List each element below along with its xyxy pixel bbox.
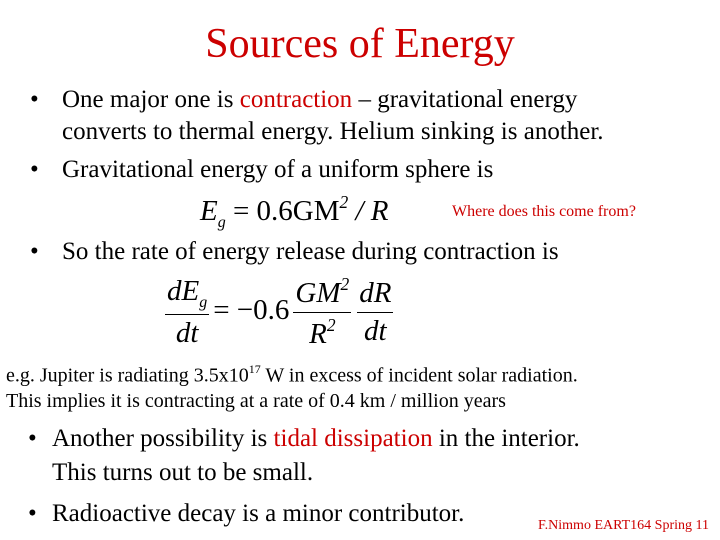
bullet-text-post: in the interior. bbox=[432, 425, 580, 452]
bullet-contraction-line2: converts to thermal energy. Helium sinking is another. bbox=[62, 118, 604, 145]
equation-energy-rate bbox=[165, 274, 393, 351]
eq2-den1: dt bbox=[175, 317, 199, 350]
eq1-exp: 2 bbox=[339, 192, 349, 212]
bullet-text-post: – gravitational energy bbox=[352, 86, 578, 113]
bullet-text: So the rate of energy release during contraction is bbox=[62, 238, 559, 265]
eq1-tail: / R bbox=[348, 195, 389, 228]
slide-title: Sources of Energy bbox=[205, 21, 515, 67]
eq1-lhs: E bbox=[200, 195, 218, 228]
fraction-bar bbox=[165, 314, 209, 315]
jupiter-example-line2: This implies it is contracting at a rate of 0.4 km / million years bbox=[6, 390, 506, 412]
eq2-num3: dR bbox=[359, 277, 392, 310]
tidal-dissipation-highlight: tidal dissipation bbox=[273, 425, 433, 452]
bullet-marker: • bbox=[30, 86, 39, 113]
eq2-den3: dt bbox=[364, 315, 387, 348]
eq2-num1: dE bbox=[167, 275, 200, 308]
eq2-frac-dR-dt bbox=[357, 277, 393, 348]
bullet-marker: • bbox=[30, 238, 39, 265]
bullet-text: Radioactive decay is a minor contributor. bbox=[52, 500, 465, 527]
eq2-den2: R bbox=[309, 318, 327, 351]
equation-note: Where does this come from? bbox=[452, 203, 636, 220]
bullet-radioactive-decay bbox=[28, 500, 464, 528]
bullet-text: Gravitational energy of a uniform sphere is bbox=[62, 156, 494, 183]
eq2-num1-sub: g bbox=[199, 294, 208, 312]
example-post: W in excess of incident solar radiation. bbox=[260, 364, 578, 387]
fraction-bar bbox=[357, 312, 393, 313]
bullet-tidal-dissipation bbox=[28, 425, 580, 453]
eq2-mid: = −0.6 bbox=[213, 294, 290, 327]
example-exp: 17 bbox=[248, 362, 261, 376]
eq2-num2: GM bbox=[295, 277, 341, 310]
eq2-frac-dEg-dt bbox=[165, 275, 209, 350]
bullet-text-pre: One major one is bbox=[62, 86, 240, 113]
slide-footer: F.Nimmo EART164 Spring 11 bbox=[538, 518, 709, 533]
bullet-gravitational-energy bbox=[30, 156, 493, 184]
bullet-marker: • bbox=[30, 156, 39, 183]
eq1-rhs: = 0.6GM bbox=[232, 195, 340, 228]
example-pre: e.g. Jupiter is radiating 3.5x10 bbox=[6, 364, 249, 387]
bullet-marker: • bbox=[28, 425, 37, 452]
eq1-sub: g bbox=[217, 213, 226, 231]
bullet-rate-energy-release bbox=[30, 238, 559, 266]
bullet-text-pre: Another possibility is bbox=[52, 425, 274, 452]
eq2-den2-exp: 2 bbox=[326, 315, 336, 336]
jupiter-example-line1 bbox=[6, 362, 578, 387]
fraction-bar bbox=[293, 312, 351, 313]
bullet-tidal-line2: This turns out to be small. bbox=[52, 459, 314, 486]
bullet-contraction bbox=[30, 86, 577, 114]
contraction-highlight: contraction bbox=[239, 86, 353, 113]
bullet-marker: • bbox=[28, 500, 37, 527]
equation-gravitational-energy bbox=[200, 192, 389, 232]
eq2-frac-GM2-R2 bbox=[293, 274, 351, 351]
eq2-num2-exp: 2 bbox=[340, 274, 350, 294]
